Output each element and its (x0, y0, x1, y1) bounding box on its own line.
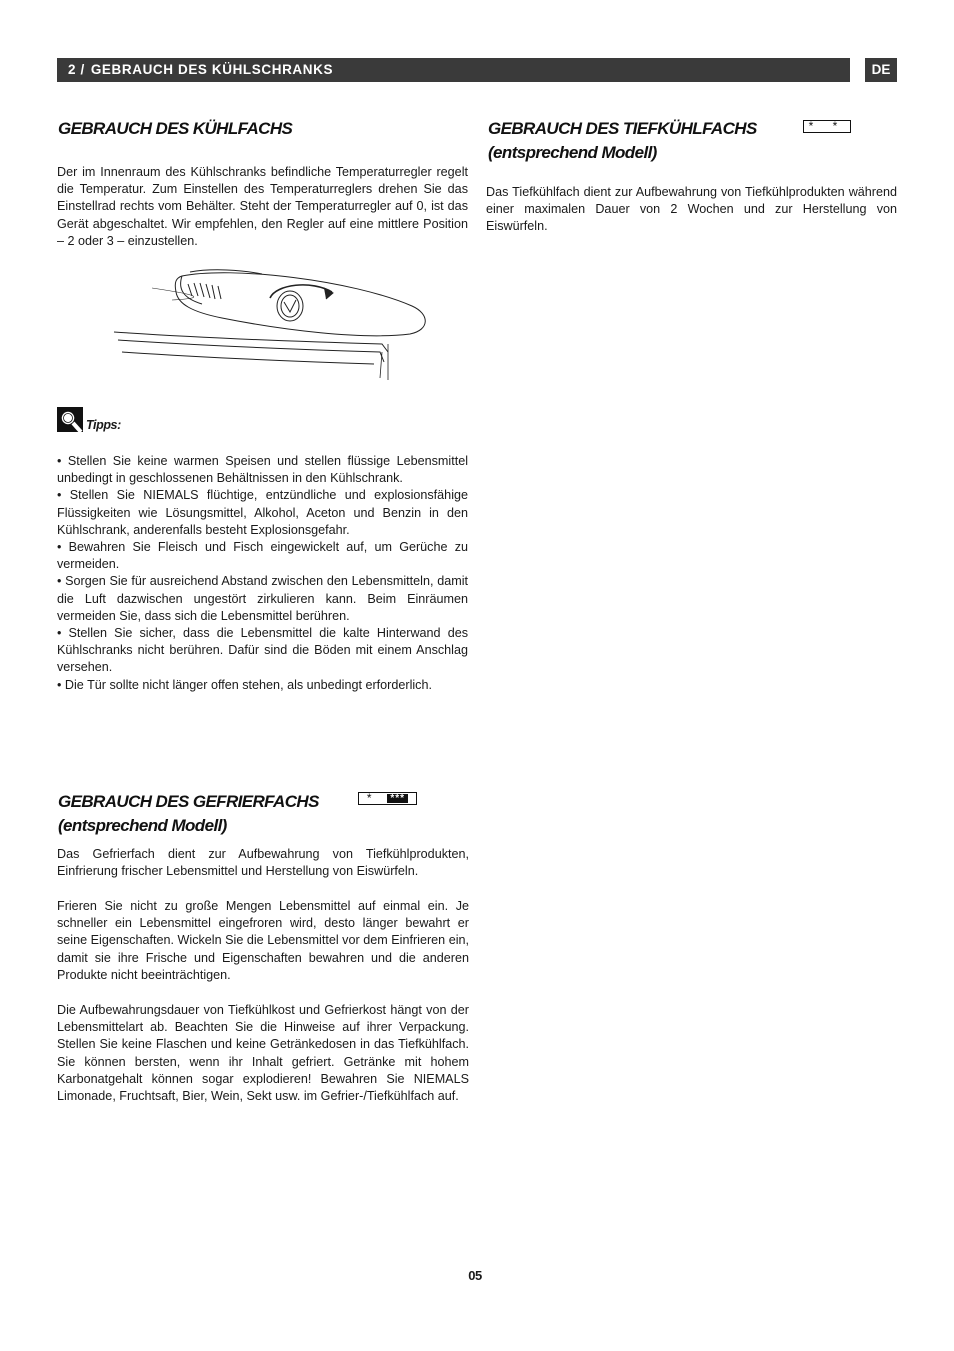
language-badge: DE (865, 58, 897, 82)
section-header-bar (57, 58, 850, 82)
gefrierfach-heading (58, 790, 319, 813)
tips-label: Tipps: (86, 418, 121, 432)
page-number: 05 (468, 1268, 482, 1283)
tips-list (57, 453, 468, 694)
triple-star-block-icon: *** (387, 794, 408, 803)
tiefkuehlfach-subheading: (entsprechend Modell) (488, 143, 657, 162)
tips-item: • Stellen Sie keine warmen Speisen und stellen flüssige Lebensmittel unbedingt in geschlossenen Behältnissen in den Kühlschrank. (57, 454, 468, 486)
gefrierfach-subheading: (entsprechend Modell) (58, 816, 227, 835)
thermostat-dial-illustration (112, 258, 430, 382)
magnifier-icon (57, 407, 85, 434)
kuehlfach-paragraph: Der im Innenraum des Kühlschranks befindliche Temperaturregler regelt die Temperatur. Zum Einstellen des Temperaturreglers drehen Sie das Einstellrad rechts vom Behälter. Steht der Temperaturregler auf 0, ist das Gerät abgeschaltet. Wir empfehlen, den Regler auf eine mittlere Position – 2 oder 3 – einzustellen. (57, 165, 468, 248)
tips-item: • Stellen Sie NIEMALS flüchtige, entzündliche und explosionsfähige Flüssigkeiten wie Lösungsmittel, Alkohol, Aceton und Benzin in den Kühlschrank, anderenfalls besteht Explosionsgefahr. (57, 488, 468, 537)
tips-item: • Sorgen Sie für ausreichend Abstand zwischen den Lebensmitteln, damit die Luft dazwischen ungestört zirkulieren kann. Beim Einräumen vermeiden Sie, dass sich die Lebensmittel berühren. (57, 574, 468, 623)
tiefkuehlfach-heading: GEBRAUCH DES TIEFKÜHLFACHS (488, 119, 757, 138)
gefrierfach-paragraph-3: Die Aufbewahrungsdauer von Tiefkühlkost und Gefrierkost hängt von der Lebensmittelart ab. Beachten Sie die Hinweise auf ihrer Verpackung. Stellen Sie keine Flaschen und keine Getränkedosen in das Tiefkühlfach. Sie können bersten, wenn ihr Inhalt gefriert. Getränke mit hohem Karbonatgehalt können sogar explodieren! Bewahren Sie NIEMALS Limonade, Fruchtsaft, Bier, Wein, Sekt usw. im Gefrier-/Tiefkühlfach auf. (57, 1003, 469, 1104)
gefrierfach-paragraph-2: Frieren Sie nicht zu große Mengen Lebensmittel auf einmal ein. Je schneller ein Lebensmittel eingefroren wird, desto länger bewahrt er seine Eigenschaften. Wickeln Sie die Lebensmittel vor dem Einfrieren ein, damit sie ihre Frische und Eigenschaften bewahren und die anderen Produkte nicht beeinträchtigen. (57, 899, 469, 982)
kuehlfach-heading: GEBRAUCH DES KÜHLFACHS (58, 119, 293, 138)
tips-item: • Bewahren Sie Fleisch und Fisch eingewickelt auf, um Gerüche zu vermeiden. (57, 540, 468, 572)
section-number: 2 / (68, 62, 85, 77)
star-icon: * (366, 791, 372, 805)
four-star-symbol (358, 792, 417, 805)
tips-item: • Die Tür sollte nicht länger offen stehen, als unbedingt erforderlich. (57, 677, 432, 692)
star-pair-icon: * * (808, 119, 846, 133)
gefrierfach-heading-line1: GEBRAUCH DES GEFRIERFACHS (58, 792, 319, 811)
section-title: GEBRAUCH DES KÜHLSCHRANKS (90, 62, 334, 77)
two-star-symbol (803, 120, 851, 133)
tiefkuehlfach-paragraph: Das Tiefkühlfach dient zur Aufbewahrung von Tiefkühlprodukten während einer maximalen Dauer von 2 Wochen und zur Herstellung von Eiswürfeln. (486, 185, 897, 234)
gefrierfach-paragraph-1: Das Gefrierfach dient zur Aufbewahrung von Tiefkühlprodukten, Einfrierung frischer Lebensmittel und Herstellung von Eiswürfeln. (57, 847, 469, 879)
tips-item: • Stellen Sie sicher, dass die Lebensmittel die kalte Hinterwand des Kühlschranks nicht berühren. Dafür sind die Böden mit einem Anschlag versehen. (57, 626, 468, 675)
